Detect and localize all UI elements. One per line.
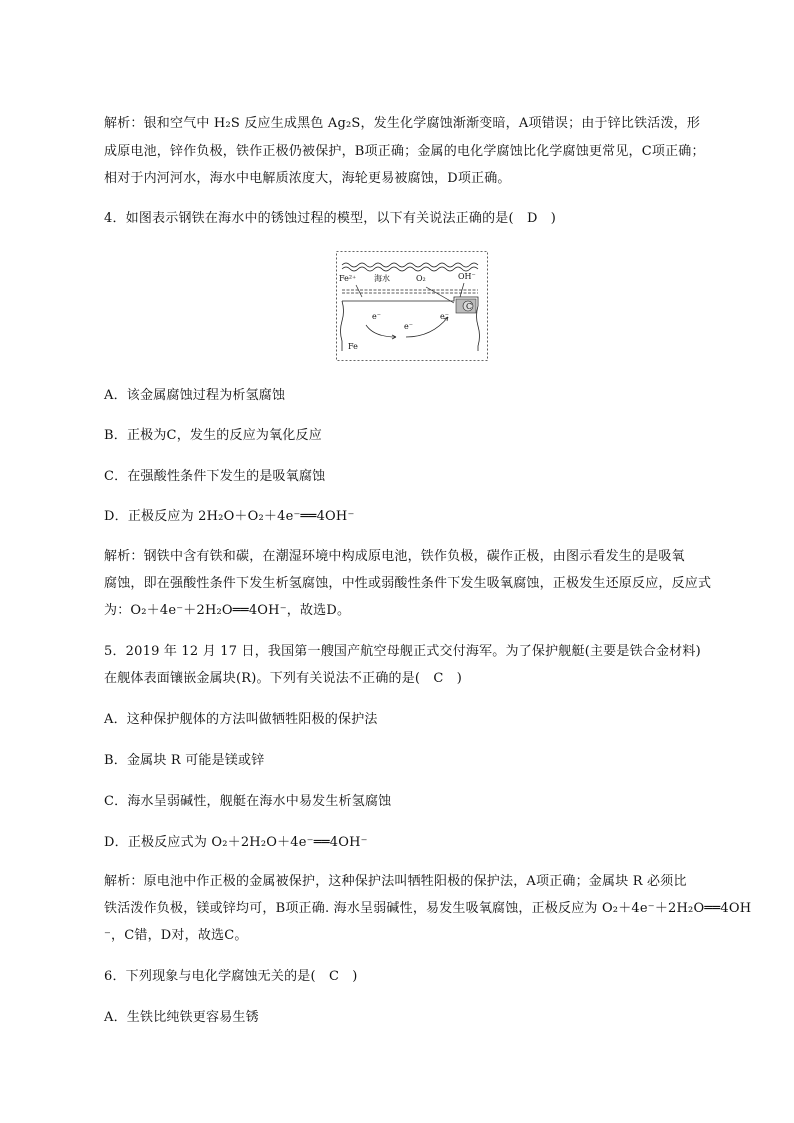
electron-label-2: e⁻ <box>404 322 413 331</box>
q4-analysis-line-2: 腐蚀，即在强酸性条件下发生析氢腐蚀，中性或弱酸性条件下发生吸氧腐蚀，正极发生还原反应，反应式 <box>104 576 712 591</box>
oxygen-label: O₂ <box>416 274 426 283</box>
q4-analysis-line-1: 解析：钢铁中含有铁和碳，在潮湿环境中构成原电池，铁作负极，碳作正极，由图示看发生的是吸氧 <box>104 549 685 564</box>
q5-stem-line-2: 在舰体表面镶嵌金属块(R)。下列有关说法不正确的是( C ) <box>104 671 463 686</box>
q6-stem: 6．下列现象与电化学腐蚀无关的是( C ) <box>104 969 358 984</box>
corrosion-diagram <box>336 251 488 361</box>
q4-option-c: C．在强酸性条件下发生的是吸氧腐蚀 <box>104 469 326 484</box>
q4-option-d: D．正极反应为 2H₂O＋O₂＋4e⁻══4OH⁻ <box>104 509 355 524</box>
fe2-ion-label: Fe²⁺ <box>339 274 357 283</box>
fe2-arrow <box>356 285 362 297</box>
corrosion-diagram-svg <box>336 251 488 361</box>
q5-stem-line-1: 5．2019 年 12 月 17 日，我国第一艘国产航空母舰正式交付海军。为了保护舰艇(主要是铁合金材料) <box>104 644 701 659</box>
fe-right-edge <box>477 306 480 351</box>
q4-analysis-line-3: 为：O₂＋4e⁻＋2H₂O══4OH⁻，故选D。 <box>104 603 351 618</box>
electron-label-1: e⁻ <box>372 312 381 321</box>
q3-analysis-line-2: 成原电池，锌作负极，铁作正极仍被保护，B项正确；金属的电化学腐蚀比化学腐蚀更常见，C项正确； <box>104 144 705 159</box>
fe-left-edge <box>341 301 344 351</box>
electron-flow-arrow-1 <box>366 325 396 337</box>
q5-option-a: A．这种保护舰体的方法叫做牺牲阳极的保护法 <box>104 712 378 727</box>
carbon-label: C <box>466 302 473 311</box>
sea-wave-1 <box>342 263 478 267</box>
q5-option-c: C．海水呈弱碱性，舰艇在海水中易发生析氢腐蚀 <box>104 794 392 809</box>
q6-option-a: A．生铁比纯铁更容易生锈 <box>104 1010 259 1025</box>
q3-analysis-line-3: 相对于内河河水，海水中电解质浓度大，海轮更易被腐蚀，D项正确。 <box>104 171 511 186</box>
q5-option-d: D．正极反应式为 O₂＋2H₂O＋4e⁻══4OH⁻ <box>104 835 368 850</box>
q3-analysis-line-1: 解析：银和空气中 H₂S 反应生成黑色 Ag₂S，发生化学腐蚀渐渐变暗，A项错误；由于锌比铁活泼，形 <box>104 116 701 131</box>
sea-wave-2 <box>342 267 478 271</box>
hydroxide-label: OH⁻ <box>458 272 476 281</box>
q5-analysis-line-3: ⁻，C错，D对，故选C。 <box>104 928 248 943</box>
q4-stem: 4．如图表示钢铁在海水中的锈蚀过程的模型，以下有关说法正确的是( D ) <box>104 211 557 226</box>
q4-option-b: B．正极为C，发生的反应为氧化反应 <box>104 428 322 443</box>
q5-analysis-line-2: 铁活泼作负极，镁或锌均可，B项正确. 海水呈弱碱性，易发生吸氧腐蚀，正极反应为 O₂＋4e⁻＋2H₂O══4OH <box>104 901 752 916</box>
q4-option-a: A．该金属腐蚀过程为析氢腐蚀 <box>104 388 286 403</box>
seawater-label: 海水 <box>374 274 390 283</box>
electron-label-3: e⁻ <box>440 312 449 321</box>
q5-option-b: B．金属块 R 可能是镁或锌 <box>104 753 265 768</box>
q5-analysis-line-1: 解析：原电池中作正极的金属被保护，这种保护法叫牺牲阳极的保护法，A项正确；金属块 R 必须比 <box>104 874 687 889</box>
fe-label: Fe <box>348 342 358 351</box>
